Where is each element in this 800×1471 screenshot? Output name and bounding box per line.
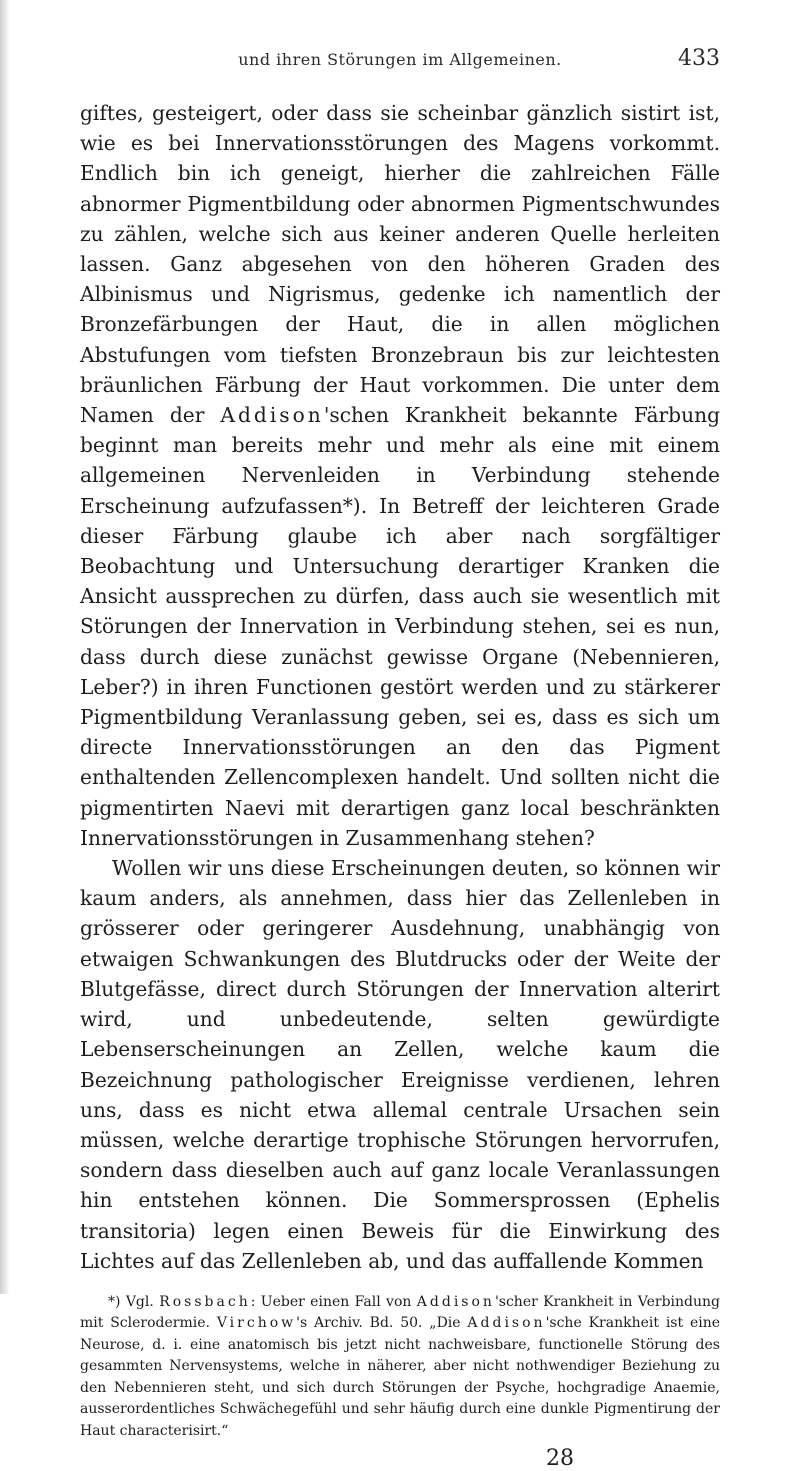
name-addison: Addison	[220, 403, 324, 428]
footnote-author-rossbach: Rossbach	[159, 1293, 251, 1310]
body-text	[80, 98, 720, 1276]
footnote-author-virchow: Virchow	[216, 1315, 297, 1332]
footnote-part-a: *) Vgl.	[108, 1293, 154, 1310]
paragraph-2: Wollen wir uns diese Erscheinungen deuten, so können wir kaum anders, als annehmen, dass hier das Zellenleben in grösserer oder geringerer Ausdehnung, unabhängig von etwaigen Schwankungen des Blutdrucks oder der Weite der Blutgefässe, direct durch Störungen der Innervation alterirt wird, und unbedeutende, selten gewürdigte Lebenserscheinungen an Zellen, welche kaum die Bezeichnung pathologischer Ereignisse verdienen, lehren uns, dass es nicht etwa allemal centrale Ursachen sein müssen, welche derartige trophische Störungen hervorrufen, sondern dass dieselben auch auf ganz locale Veranlassungen hin entstehen können. Die Sommersprossen (Ephelis transitoria) legen einen Beweis für die Einwirkung des Lichtes auf das Zellenleben ab, und das auffallende Kommen	[80, 856, 720, 1273]
running-head	[80, 46, 720, 80]
footnote-author-addison-2: Addison	[467, 1315, 546, 1332]
page-edge-shadow	[0, 0, 10, 1294]
footnote-author-addison: Addison	[416, 1293, 495, 1310]
paragraph-1-part-b: 'schen Krankheit bekannte Färbung beginnt man bereits mehr und mehr als eine mit einem allgemeinen Nervenleiden in Verbindung stehende Erscheinung aufzufassen*). In Betreff der leichteren Grade dieser Färbung glaube ich aber nach sorgfältiger Beobachtung und Untersuchung derartiger Kranken die Ansicht aussprechen zu dürfen, dass auch sie wesentlich mit Störungen der Innervation in Verbindung stehen, sei es nun, dass durch diese zunächst gewisse Organe (Nebennieren, Leber?) in ihren Functionen gestört werden und zu stärkerer Pigmentbildung Veranlassung geben, sei es, dass es sich um directe Innervationsstörungen an den das Pigment enthaltenden Zellencomplexen handelt. Und sollten nicht die pigmentirten Naevi mit derartigen ganz local beschränkten Innervationsstörungen in Zusammenhang stehen?	[80, 403, 720, 850]
signature-mark: 28	[546, 1446, 574, 1471]
paragraph-1-part-a: giftes, gesteigert, oder dass sie scheinbar gänzlich sistirt ist, wie es bei Innervationsstörungen des Magens vorkommt. Endlich bin ich geneigt, hierher die zahlreichen Fälle abnormer Pigmentbildung oder abnormen Pigmentschwundes zu zählen, welche sich aus keiner anderen Quelle herleiten lassen. Ganz abgesehen von den höheren Graden des Albinismus und Nigrismus, gedenke ich namentlich der Bronzefärbungen der Haut, die in allen möglichen Abstufungen vom tiefsten Bronzebraun bis zur leichtesten bräunlichen Färbung der Haut vorkommen. Die unter dem Namen der	[80, 101, 720, 428]
running-title: und ihren Störungen im Allgemeinen.	[238, 50, 562, 69]
footnote-part-c: 'scher Krankheit in Verbindung mit Sclerodermie.	[80, 1293, 721, 1332]
footnote-text	[80, 1292, 720, 1443]
footnote	[80, 1292, 720, 1443]
page-number: 433	[678, 46, 720, 71]
footnote-part-e: 'sche Krankheit ist eine Neurose, d. i. eine anatomisch bis jetzt nicht nachweisbare, functionelle Störung des gesammten Nervensystems, welche in näherer, aber nicht nothwendiger Beziehung zu den Nebennieren steht, und sich durch Störungen der Psyche, hochgradige Anaemie, ausserordentliches Schwächegefühl und sehr häufig durch eine dunkle Pigmentirung der Haut characterisirt.“	[80, 1315, 721, 1439]
footnote-part-d: 's Archiv. Bd. 50. „Die	[296, 1315, 461, 1332]
footnote-part-b: : Ueber einen Fall von	[250, 1293, 412, 1310]
paragraph-1	[80, 98, 720, 853]
book-page	[80, 46, 721, 1471]
